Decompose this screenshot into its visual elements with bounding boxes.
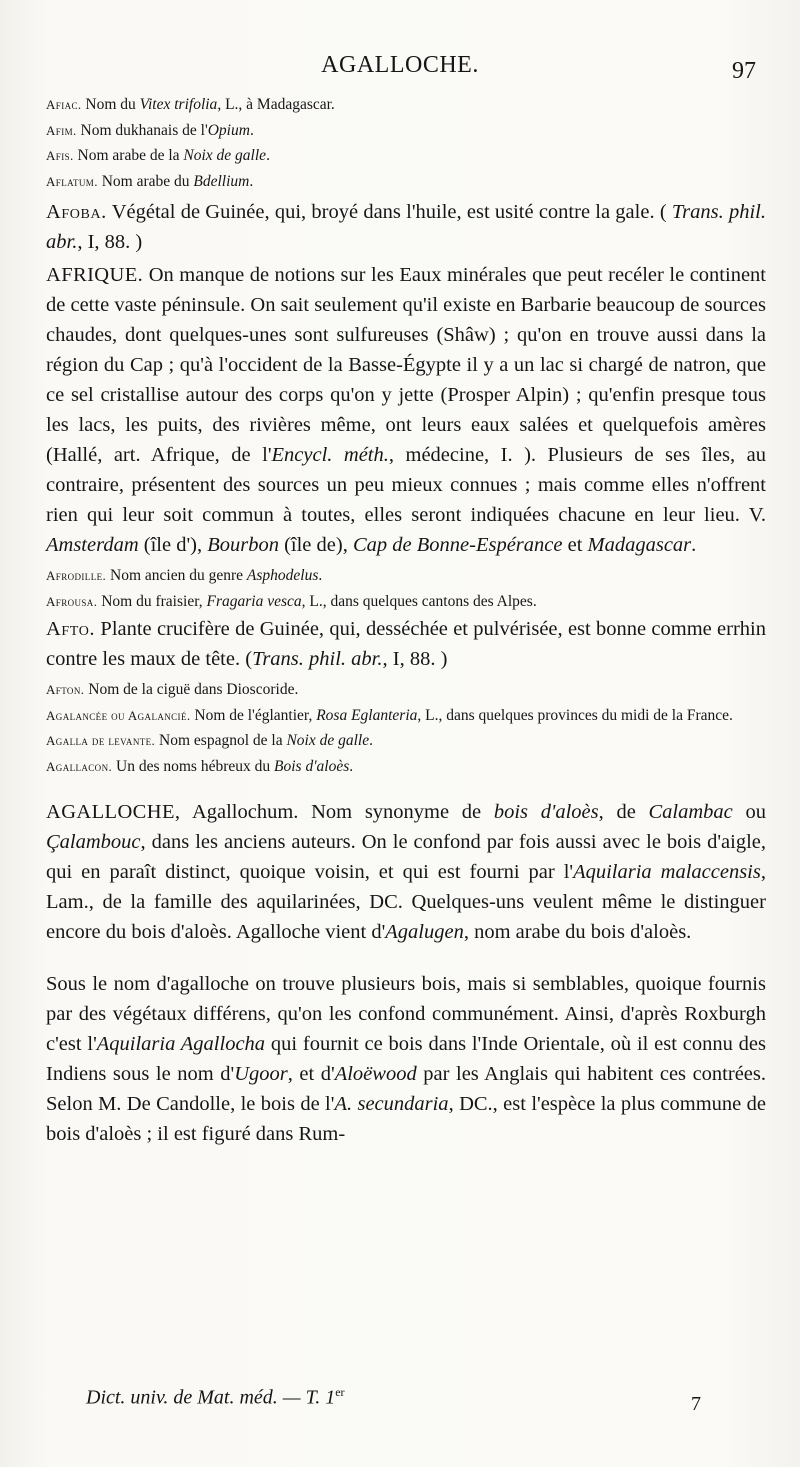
entry-aflatum <box>46 169 766 195</box>
entry-italic: A. secundaria <box>334 1093 449 1115</box>
entry-text: . <box>249 172 254 190</box>
entry-head: Afto. <box>46 618 96 640</box>
entry-agalloche <box>46 797 766 947</box>
entry-text: , et d' <box>287 1063 335 1085</box>
entry-text: (île de), <box>278 534 353 556</box>
entry-text: Nom espagnol de la <box>155 732 287 749</box>
entry-italic: Trans. phil. abr. <box>252 648 383 670</box>
entry-afrodille <box>46 563 766 589</box>
entry-text: Plante crucifère de Guinée, qui, desséchée et pulvérisée, est bonne comme errhin contre les maux de tête. ( <box>46 618 766 670</box>
sheet-number: 7 <box>691 1393 701 1415</box>
entry-text: Nom ancien du genre <box>106 567 247 584</box>
entry-italic: Madagascar <box>587 534 692 556</box>
entry-text: Nom arabe de la <box>73 147 184 164</box>
entry-head: Afim. <box>46 122 77 138</box>
entry-italic: Aquilaria malaccensis <box>573 861 761 883</box>
entry-italic: Aloëwood <box>334 1063 417 1085</box>
entry-afrique <box>46 260 766 560</box>
entry-text: ou <box>732 801 766 823</box>
entry-text: . <box>266 147 270 164</box>
entry-text: Un des noms hébreux du <box>112 757 275 775</box>
signature-superscript: er <box>335 1385 345 1399</box>
entry-italic: Rosa Eglanteria <box>316 706 418 724</box>
signature-line <box>86 1385 345 1410</box>
entry-text: et <box>562 534 588 556</box>
entry-italic: Bois d'aloès <box>274 757 350 775</box>
entry-afoba <box>46 197 766 257</box>
entry-text: , DC., est l'espèce la plus commune de bois d'aloès ; il est figuré dans Rum- <box>46 1093 766 1145</box>
entry-head: Agallacon. <box>46 758 113 774</box>
paragraph-sous-le-nom <box>46 969 766 1149</box>
entry-italic: Cap de Bonne-Espérance <box>352 534 563 556</box>
entry-head: Afton. <box>46 682 85 697</box>
entry-head: Afrodille. <box>46 568 107 583</box>
entry-italic: Vitex trifolia <box>139 96 218 113</box>
entry-head: Afiac. <box>46 97 82 112</box>
entry-text: Végétal de Guinée, qui, broyé dans l'huile, est usité contre la gale. ( <box>106 201 672 223</box>
entry-italic: Fragaria vesca <box>206 592 302 610</box>
entry-text: , dans les anciens auteurs. On le confond par fois aussi avec le bois d'aigle, qui en paraît distinct, quoique voisin, et qui est fourni par l' <box>46 831 766 883</box>
entry-text: Nom arabe du <box>97 172 194 190</box>
entry-head: Agalancée ou Agalancié. <box>46 707 191 723</box>
page-header <box>0 52 800 86</box>
entry-text: (île d'), <box>138 534 208 556</box>
entry-head: Afrousa. <box>46 593 98 609</box>
entry-head: AGALLOCHE, <box>46 801 181 823</box>
entry-italic: Calambac <box>648 801 733 823</box>
entry-italic: Amsterdam <box>46 534 139 556</box>
entry-italic: Ugoor <box>234 1063 288 1085</box>
entry-afim <box>46 118 766 144</box>
entry-text: . <box>369 732 373 749</box>
entry-text: , L., à Madagascar. <box>217 96 335 113</box>
dictionary-body <box>46 92 766 1149</box>
entry-text: Nom dukhanais de l' <box>76 121 208 139</box>
entry-italic: Noix de galle <box>286 732 370 749</box>
entry-text: On manque de notions sur les Eaux minérales que peut recéler le continent de cette vaste péninsule. On sait seulement qu'il existe en Barbarie beaucoup de sources chaudes, dont quelques-unes sont sulfureuses (Shâw) ; qu'on en trouve aussi dans la région du Cap ; qu'à l'occident de la Basse-Égypte il y a un lac si chargé de natron, que ce sel cristallise autour des corps qu'on y jette (Prosper Alpin) ; qu'enfin presque tous les lacs, les puits, des rivières même, ont leurs eaux salées et quelquefois amères (Hallé, art. Afrique, de l' <box>46 264 766 466</box>
entry-text: , Lam., de la famille des aquilarinées, DC. Quelques-uns veulent même le distinguer encore du bois d'aloès. Agalloche vient d' <box>46 861 766 943</box>
entry-text: , nom arabe du bois d'aloès. <box>463 921 692 943</box>
entry-agalancee <box>46 703 766 729</box>
entry-italic: Trans. phil. abr. <box>46 201 766 253</box>
entry-text: , médecine, I. ). Plusieurs de ses îles, au contraire, présentent des sources un peu mieux connues ; mais comme elles n'offrent rien qui leur soit commun à toutes, elles seront indiquées chacune en leur lieu. V. <box>46 444 766 526</box>
page-footer <box>0 1385 800 1425</box>
entry-text: , I, 88. ) <box>77 231 143 253</box>
entry-text: , de <box>598 801 649 823</box>
entry-text: , L., dans quelques cantons des Alpes. <box>301 592 537 610</box>
entry-text: . <box>249 121 254 139</box>
page-number: 97 <box>732 58 756 84</box>
entry-agalla <box>46 728 766 754</box>
entry-afiac <box>46 92 766 118</box>
signature-text: Dict. univ. de Mat. méd. — T. 1 <box>86 1386 336 1409</box>
entry-text: par les Anglais qui habitent ces contrées. Selon M. De Candolle, le bois de l' <box>46 1063 766 1115</box>
entry-italic: Asphodelus <box>246 567 319 584</box>
entry-afrousa <box>46 589 766 615</box>
entry-italic: Noix de galle <box>183 147 267 164</box>
entry-text: . <box>349 757 354 775</box>
entry-head: Afoba. <box>46 201 107 223</box>
running-title: AGALLOCHE. <box>321 52 479 78</box>
entry-text: , L., dans quelques provinces du midi de la France. <box>417 706 733 724</box>
entry-text: Nom du fraisier, <box>97 592 207 610</box>
entry-agallacon <box>46 754 766 780</box>
entry-afis <box>46 143 766 169</box>
entry-text: Nom de l'églantier, <box>190 706 317 724</box>
entry-text: Nom du <box>81 96 140 113</box>
entry-head: Afis. <box>46 148 74 163</box>
entry-italic: Aquilaria Agallocha <box>96 1033 266 1055</box>
entry-head: Agalla de levante. <box>46 733 156 748</box>
entry-text: qui fournit ce bois dans l'Inde Orientale, où il est connu des Indiens sous le nom d' <box>46 1033 766 1085</box>
entry-head: Aflatum. <box>46 173 98 189</box>
entry-text: . <box>318 567 323 584</box>
entry-text: , I, 88. ) <box>382 648 448 670</box>
entry-text: Sous le nom d'agalloche on trouve plusieurs bois, mais si semblables, quoique fournis par des végétaux différens, qu'on les confond communément. Ainsi, d'après Roxburgh c'est l' <box>46 973 766 1055</box>
entry-italic: Encycl. méth. <box>271 444 389 466</box>
entry-text: Nom de la ciguë dans Dioscoride. <box>84 681 299 698</box>
entry-afto <box>46 614 766 674</box>
entry-head: AFRIQUE. <box>46 264 144 286</box>
entry-italic: Bourbon <box>207 534 279 556</box>
entry-afton <box>46 677 766 703</box>
entry-italic: Opium <box>207 121 250 139</box>
entry-italic: Çalambouc <box>46 831 141 853</box>
entry-italic: Bdellium <box>193 172 250 190</box>
entry-text: . <box>691 534 697 556</box>
entry-italic: Agalugen <box>385 921 464 943</box>
entry-italic: bois d'aloès <box>493 801 599 823</box>
entry-text: Agallochum. Nom synonyme de <box>180 801 494 823</box>
